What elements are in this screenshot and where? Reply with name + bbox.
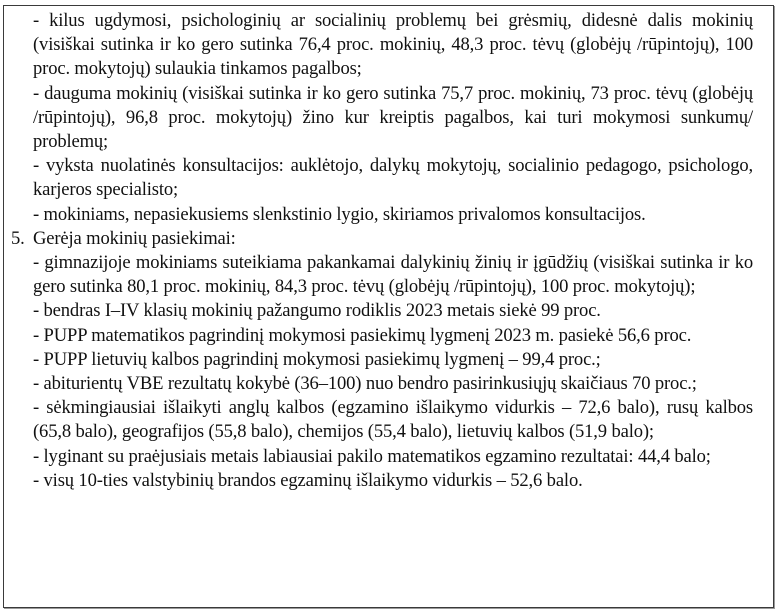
list-item: - PUPP matematikos pagrindinį mokymosi pasiekimų lygmenį 2023 m. pasiekė 56,6 proc. xyxy=(33,324,692,346)
list-item: - dauguma mokinių (visiškai sutinka ir ko gero sutinka 75,7 proc. mokinių, 73 proc. tėvų (globėjų /rūpintojų), 96,8 proc. mokytojų) žino kur kreiptis pagalbos, kai turi mokymosi sunkumų/ problemų; xyxy=(33,82,753,153)
section-heading-text: Gerėja mokinių pasiekimai: xyxy=(33,227,236,249)
list-item: - gimnazijoje mokiniams suteikiama pakankamai dalykinių žinių ir įgūdžių (visiškai sutinka ir ko gero sutinka 80,1 proc. mokinių, 84,3 proc. tėvų (globėjų /rūpintojų), 100 proc. mokytojų); xyxy=(33,252,753,298)
section-number: 5. xyxy=(11,227,25,249)
list-item: - sėkmingiausiai išlaikyti anglų kalbos (egzamino išlaikymo vidurkis – 72,6 balo), rusų kalbos (65,8 balo), geografijos (55,8 balo), chemijos (55,4 balo), lietuvių kalbos (51,9 balo); xyxy=(33,397,753,443)
list-item: - PUPP lietuvių kalbos pagrindinį mokymosi pasiekimų lygmenį – 99,4 proc.; xyxy=(33,348,601,370)
list-item: - abiturientų VBE rezultatų kokybė (36–100) nuo bendro pasirinkusiųjų skaičiaus 70 proc.; xyxy=(33,373,697,395)
document-content xyxy=(11,9,753,493)
list-item: - mokiniams, nepasiekusiems slenkstinio lygio, skiriamos privalomos konsultacijos. xyxy=(33,203,646,225)
list-item: - lyginant su praėjusiais metais labiausiai pakilo matematikos egzamino rezultatai: 44,4 balo; xyxy=(33,445,711,467)
list-item: - visų 10-ties valstybinių brandos egzaminų išlaikymo vidurkis – 52,6 balo. xyxy=(33,469,583,491)
section-heading xyxy=(11,227,753,251)
list-item: - vyksta nuolatinės konsultacijos: auklėtojo, dalykų mokytojų, socialinio pedagogo, psichologo, karjeros specialisto; xyxy=(33,155,753,201)
list-item: - kilus ugdymosi, psichologinių ar socialinių problemų bei grėsmių, didesnė dalis mokinių (visiškai sutinka ir ko gero sutinka 76,4 proc. mokinių, 48,3 proc. tėvų (globėjų /rūpintojų), 100 proc. mokytojų) sulaukia tinkamos pagalbos; xyxy=(33,10,753,80)
list-item: - bendras I–IV klasių mokinių pažangumo rodiklis 2023 metais siekė 99 proc. xyxy=(33,300,601,322)
